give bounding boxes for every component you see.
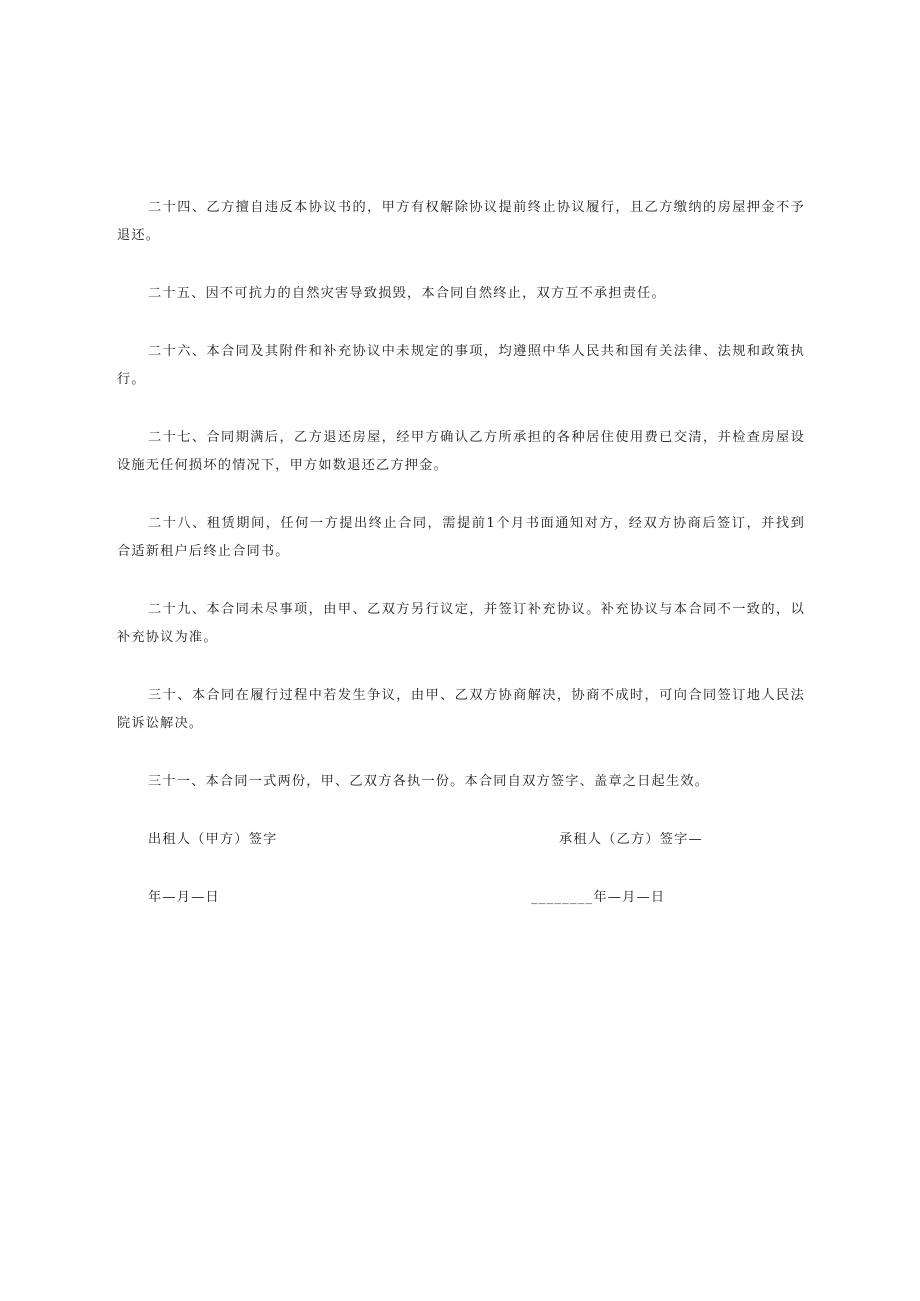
contract-body [117,194,805,912]
lessor-date-label: 年—月—日 [148,890,220,905]
clause-30: 三十、本合同在履行过程中若发生争议，由甲、乙双方协商解决，协商不成时，可向合同签订地人民法院诉讼解决。 [117,688,805,731]
clause-25: 二十五、因不可抗力的自然灾害导致损毁，本合同自然终止，双方互不承担责任。 [148,286,666,301]
clause-26: 二十六、本合同及其附件和补充协议中未规定的事项，均遵照中华人民共和国有关法律、法规和政策执行。 [117,344,805,387]
clause-27: 二十七、合同期满后，乙方退还房屋，经甲方确认乙方所承担的各种居住使用费已交清，并检查房屋设设施无任何损坏的情况下，甲方如数退还乙方押金。 [117,430,805,473]
date-row [117,884,805,912]
clause-24: 二十四、乙方擅自违反本协议书的，甲方有权解除协议提前终止协议履行，且乙方缴纳的房屋押金不予退还。 [117,200,805,243]
clause-28: 二十八、租赁期间，任何一方提出终止合同，需提前1个月书面通知对方，经双方协商后签订，并找到合适新租户后终止合同书。 [117,516,805,559]
lessee-date-label: ________年—月—日 [531,890,666,905]
lessee-signature-label: 承租人（乙方）签字— [559,832,703,847]
clause-31: 三十一、本合同一式两份，甲、乙双方各执一份。本合同自双方签字、盖章之日起生效。 [148,774,710,789]
clause-29: 二十九、本合同未尽事项，由甲、乙双方另行议定，并签订补充协议。补充协议与本合同不一致的，以补充协议为准。 [117,602,805,645]
lessor-signature-label: 出租人（甲方）签字 [148,832,278,847]
signature-row [117,826,805,854]
